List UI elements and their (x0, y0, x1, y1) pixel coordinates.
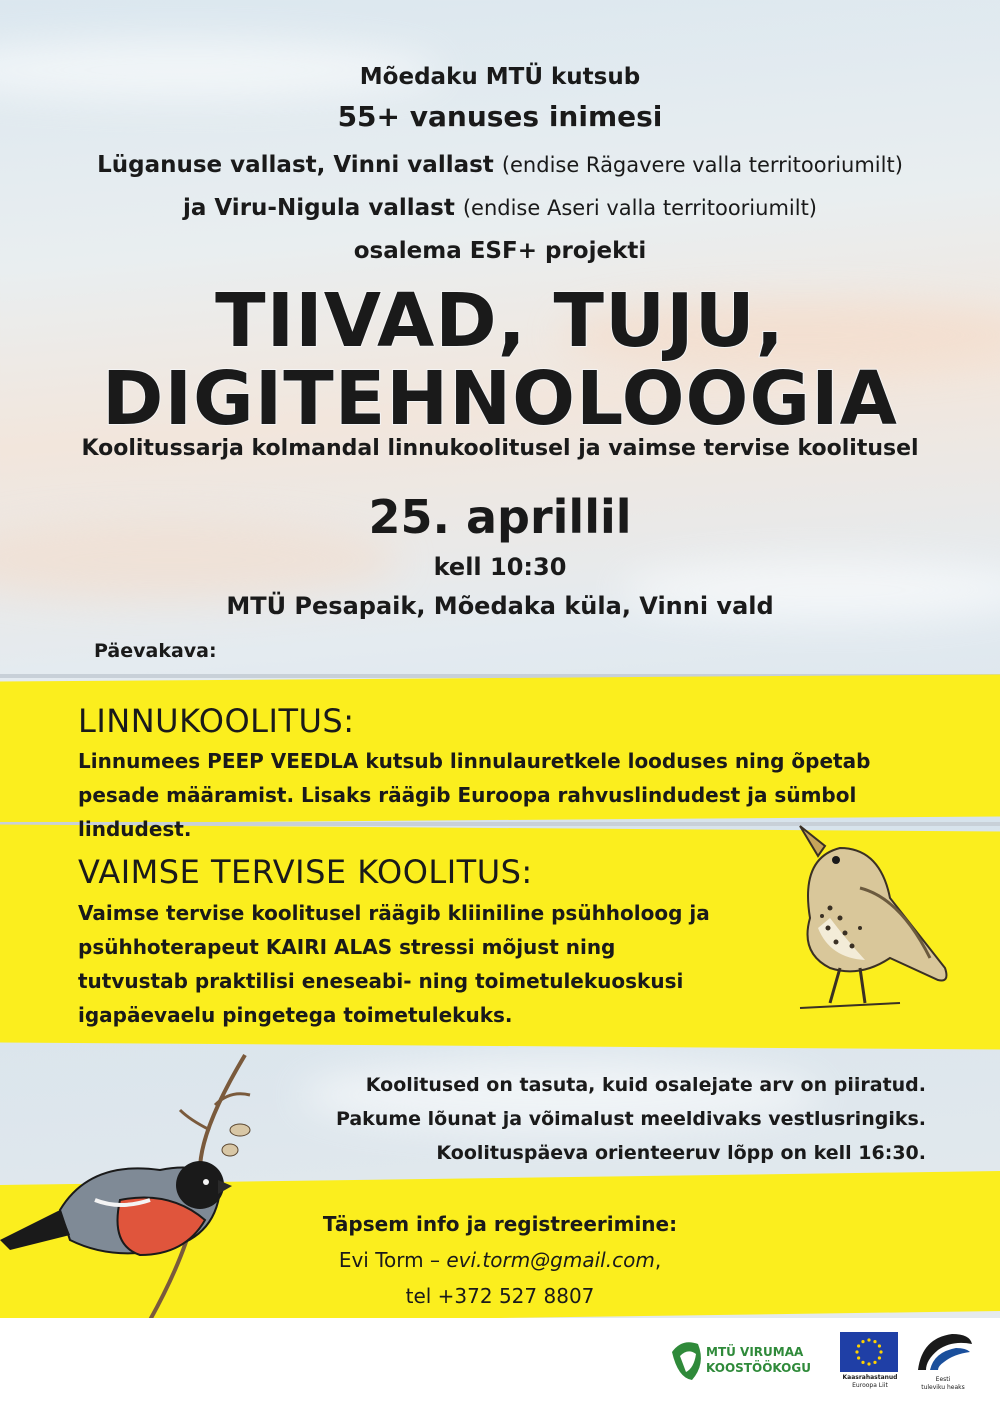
page-title (0, 278, 1000, 442)
caption-line: tuleviku heaks (921, 1384, 965, 1391)
bullfinch-bird-illustration (0, 1050, 270, 1330)
caption-line: Eesti (935, 1376, 951, 1383)
info-line: Koolitused on tasuta, kuid osalejate arv on piiratud. (365, 1074, 926, 1096)
caption-line: Kaasrahastanud (842, 1374, 898, 1381)
eu-flag-logo (840, 1332, 898, 1372)
logo-text-line: MTÜ VIRUMAA (706, 1345, 804, 1359)
event-time: kell 10:30 (433, 553, 567, 581)
region-main: Lüganuse vallast, Vinni vallast (97, 152, 494, 178)
caption-line: Euroopa Liit (852, 1382, 888, 1389)
eu-stars-icon (840, 1332, 898, 1372)
text-part: kutsub linnulauretkele looduses ning õpetab pesade määramist. Lisaks räägib Euroopa rahvuslindudest ja sümbol lindudest. (78, 749, 871, 841)
contact-phone[interactable]: tel +372 527 8807 (405, 1284, 595, 1308)
logo-text-line: KOOSTÖÖKOGU (706, 1361, 811, 1375)
info-block (326, 1068, 926, 1170)
contact-heading: Täpsem info ja registreerimine: (322, 1212, 678, 1236)
text-part: stressi mõjust ning tutvustab praktilisi eneseabi- ning toimetulekuoskusi igapäevaelu pingetega toimetulekuks. (78, 935, 684, 1027)
project-line: osalema ESF+ projekti (353, 238, 647, 264)
region-main: ja Viru-Nigula vallast (183, 195, 455, 221)
section-text (78, 896, 718, 1032)
virumaa-logo-text (706, 1344, 811, 1376)
speaker-name: PEEP VEEDLA (207, 749, 359, 773)
text-part: Linnumees (78, 749, 208, 773)
speaker-name: KAIRI ALAS (265, 935, 393, 959)
estonia-logo (912, 1330, 974, 1374)
pipit-bird-illustration (770, 818, 970, 1028)
info-line: Koolituspäeva orienteeruv lõpp on kell 16:30. (436, 1142, 926, 1164)
intro-line: Mõedaku MTÜ kutsub (359, 64, 641, 90)
title-line: DIGITEHNOLOOGIA (102, 356, 898, 442)
event-date: 25. aprillil (368, 490, 632, 544)
audience-line: 55+ vanuses inimesi (337, 100, 663, 133)
section-heading: VAIMSE TERVISE KOOLITUS: (78, 853, 533, 891)
section-heading: LINNUKOOLITUS: (78, 702, 355, 740)
eu-caption (832, 1374, 908, 1390)
info-line: Pakume lõunat ja võimalust meeldivaks vestlusringiks. (335, 1108, 926, 1130)
subtitle: Koolitussarja kolmandal linnukoolitusel ja vaimse tervise koolitusel (81, 436, 919, 461)
region-line (0, 195, 1000, 221)
contact-name: Evi Torm – (338, 1248, 447, 1272)
region-note: (endise Rägavere valla territooriumilt) (501, 153, 903, 177)
contact-block (280, 1206, 720, 1314)
contact-comma: , (654, 1248, 662, 1272)
event-place: MTÜ Pesapaik, Mõedaka küla, Vinni vald (226, 592, 774, 620)
contact-line (280, 1242, 720, 1278)
region-note: (endise Aseri valla territooriumilt) (462, 196, 817, 220)
estonia-caption (910, 1376, 976, 1392)
text-part: Vaimse tervise koolitusel räägib kliiniline psühholoog ja psühhoterapeut (78, 901, 710, 959)
agenda-label: Päevakava: (94, 640, 217, 662)
contact-email[interactable]: evi.torm@gmail.com (446, 1248, 655, 1272)
region-line (0, 152, 1000, 178)
title-line: TIIVAD, TUJU, (215, 278, 785, 364)
